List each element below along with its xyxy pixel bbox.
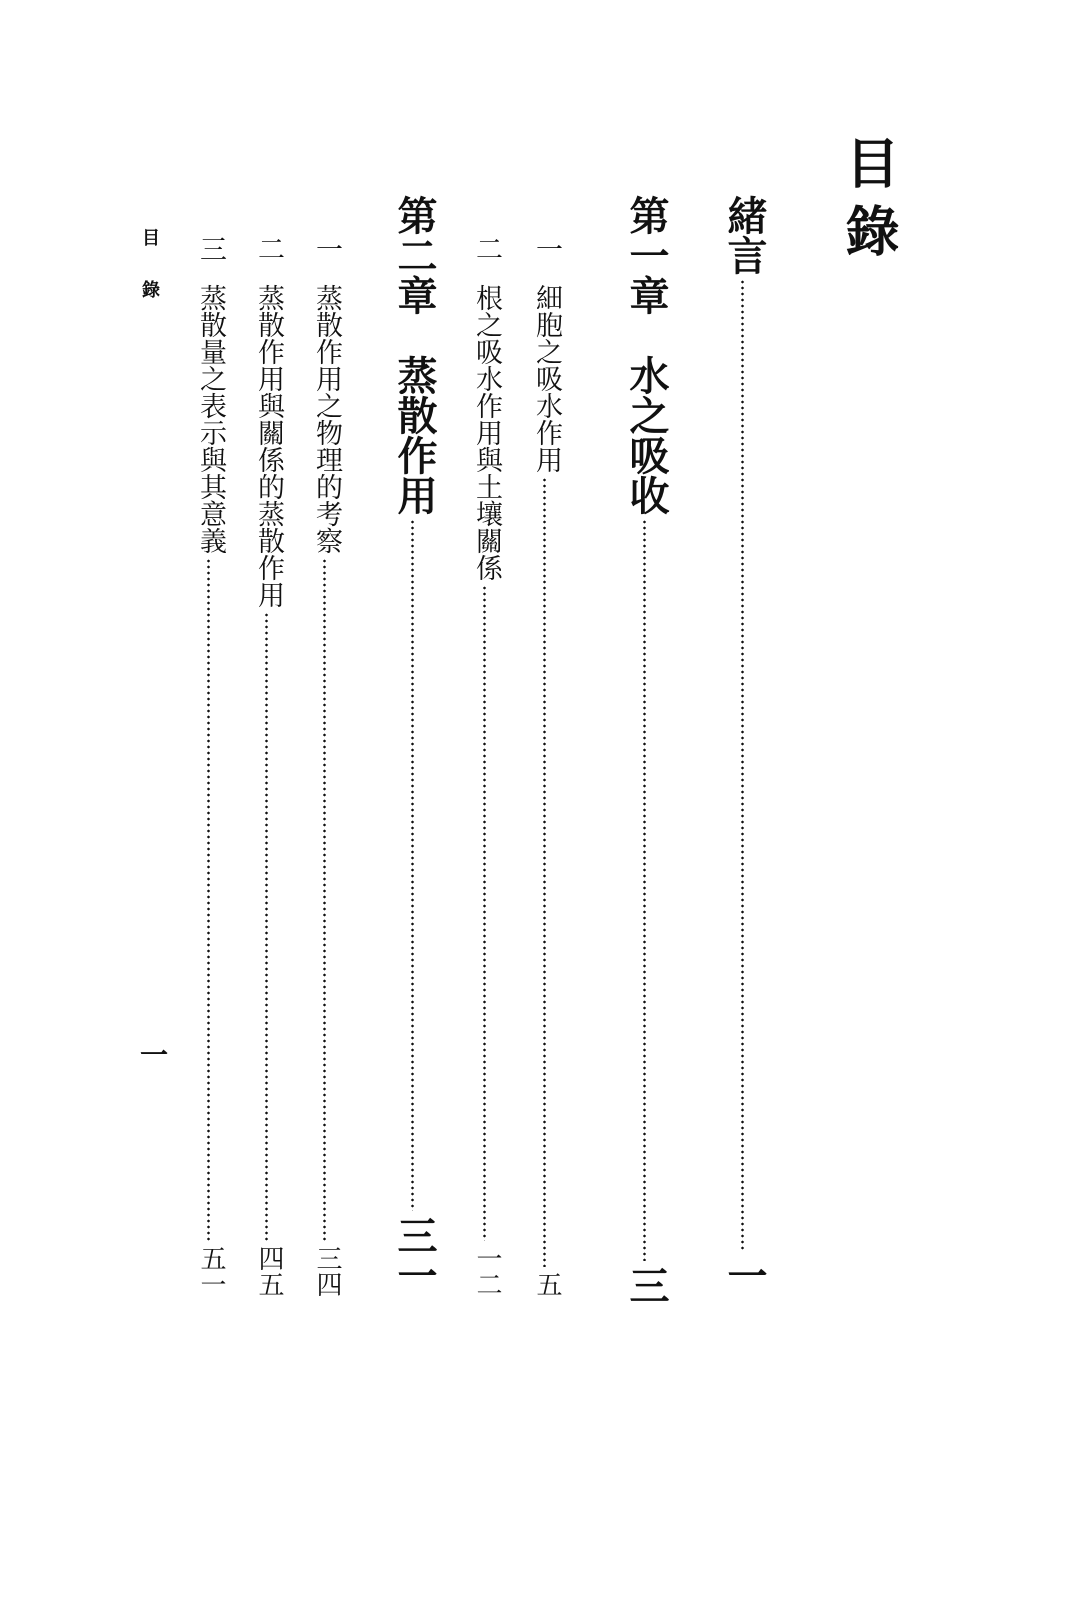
section-number: 二 xyxy=(253,235,284,262)
page-title: 目錄 xyxy=(837,135,901,271)
toc-entry-text: 根之吸水作用與土壤關係 xyxy=(471,284,502,581)
leader-dots xyxy=(543,477,546,1267)
toc-page-number: 三 xyxy=(623,1265,670,1305)
leader-dots xyxy=(207,558,210,1241)
toc-page-number: 五一 xyxy=(196,1245,226,1297)
toc-entry-text: 蒸散作用之物理的考察 xyxy=(311,284,342,554)
toc-entry-chapter-2[interactable] xyxy=(390,195,438,1295)
leader-dots xyxy=(323,558,326,1241)
toc-entry-text: 細胞之吸水作用 xyxy=(531,284,562,473)
toc-page-number: 一 xyxy=(721,1255,768,1295)
toc-entry-ch1-section-2[interactable] xyxy=(468,235,500,1297)
toc-entry-intro[interactable] xyxy=(720,195,768,1295)
leader-dots xyxy=(483,585,486,1241)
toc-page-number: 四五 xyxy=(254,1245,284,1297)
toc-entry-text: 蒸散量之表示與其意義 xyxy=(195,284,226,554)
toc-page-number: 三一 xyxy=(391,1215,438,1295)
toc-page-number: 五 xyxy=(532,1271,562,1297)
section-number: 一 xyxy=(531,235,562,262)
leader-dots xyxy=(265,612,268,1241)
toc-entry-ch1-section-1[interactable] xyxy=(528,235,560,1297)
toc-page-number: 一二 xyxy=(472,1245,502,1297)
leader-dots xyxy=(643,519,646,1261)
toc-entry-text: 蒸散作用與關係的蒸散作用 xyxy=(253,284,284,608)
toc-entry-text: 緒言 xyxy=(721,195,768,275)
section-number: 三 xyxy=(195,235,226,262)
toc-entry-ch2-section-2[interactable] xyxy=(250,235,282,1297)
section-number: 一 xyxy=(311,235,342,262)
leader-dots xyxy=(741,279,744,1251)
toc-entry-chapter-1[interactable] xyxy=(622,195,670,1305)
section-number: 二 xyxy=(471,235,502,262)
toc-entry-text: 第二章 蒸散作用 xyxy=(391,195,438,515)
toc-entry-ch2-section-3[interactable] xyxy=(192,235,224,1297)
running-head: 目錄 xyxy=(139,228,160,332)
leader-dots xyxy=(411,519,414,1211)
toc-entry-text: 第一章 水之吸收 xyxy=(623,195,670,515)
toc-entry-ch2-section-1[interactable] xyxy=(308,235,340,1297)
page-folio: 一 xyxy=(136,1040,169,1068)
toc-page-number: 三四 xyxy=(312,1245,342,1297)
